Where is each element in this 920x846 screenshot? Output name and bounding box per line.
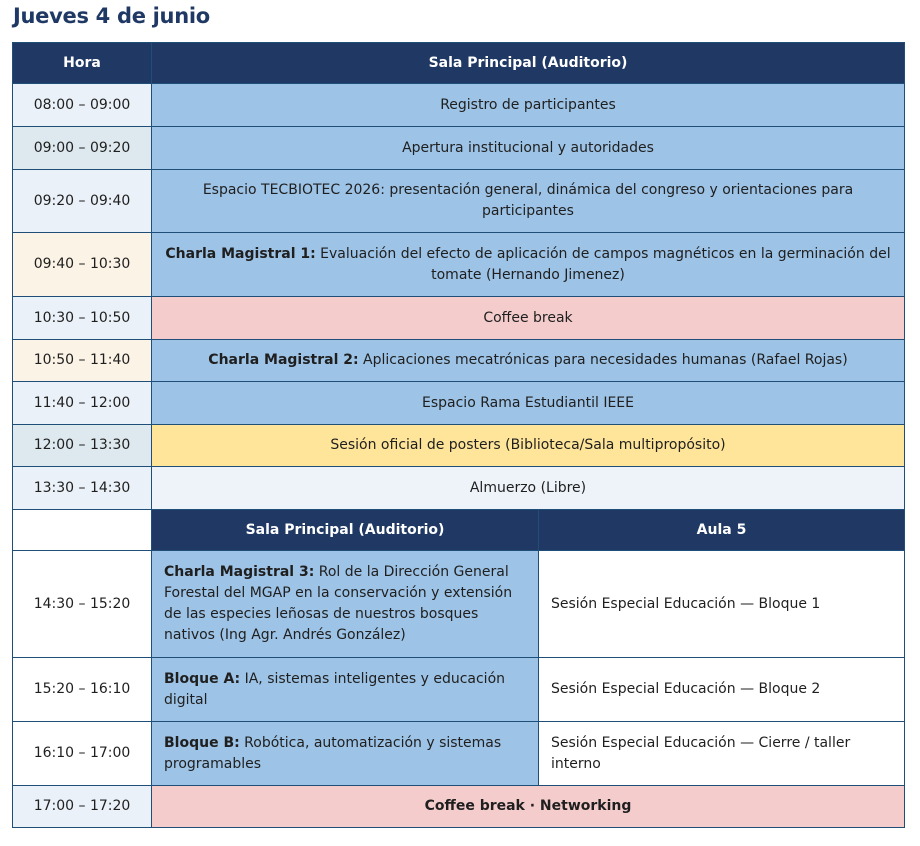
- event-text: Espacio Rama Estudiantil IEEE: [422, 394, 634, 411]
- event-text: IA, sistemas inteligentes y educación digital: [164, 670, 506, 708]
- event-text: Espacio TECBIOTEC 2026: presentación general, dinámica del congreso y orientaciones para participantes: [202, 182, 854, 219]
- sala-cell: [152, 551, 539, 658]
- time-cell: 10:50 – 11:40: [13, 340, 152, 382]
- time-cell: 12:00 – 13:30: [13, 425, 152, 467]
- aula-cell: Sesión Especial Educación — Cierre / taller interno: [539, 722, 905, 786]
- event-cell: Coffee break · Networking: [152, 786, 905, 828]
- schedule-table: [12, 42, 905, 828]
- event-text: Sesión oficial de posters (Biblioteca/Sala multipropósito): [330, 437, 726, 453]
- table-row: [13, 382, 905, 425]
- column-header-hora: Hora: [13, 43, 152, 84]
- table-row: [13, 722, 905, 786]
- time-cell: 09:40 – 10:30: [13, 233, 152, 297]
- event-cell: [152, 340, 905, 382]
- column-header-sala-2: Sala Principal (Auditorio): [152, 510, 539, 551]
- time-cell: 11:40 – 12:00: [13, 382, 152, 425]
- event-bold: Charla Magistral 1:: [165, 245, 316, 262]
- table-row: [13, 551, 905, 658]
- event-text: Coffee break: [483, 309, 573, 326]
- table-row: [13, 84, 905, 127]
- sala-cell: [152, 722, 539, 786]
- table-row: [13, 467, 905, 510]
- table-row: [13, 170, 905, 233]
- aula-cell: Sesión Especial Educación — Bloque 2: [539, 658, 905, 722]
- aula-cell: Sesión Especial Educación — Bloque 1: [539, 551, 905, 658]
- table-row: [13, 340, 905, 382]
- column-header-sala: Sala Principal (Auditorio): [152, 43, 905, 84]
- time-cell: 16:10 – 17:00: [13, 722, 152, 786]
- table-row: [13, 297, 905, 340]
- sala-cell: [152, 658, 539, 722]
- table-header-row: [13, 43, 905, 84]
- time-cell: 08:00 – 09:00: [13, 84, 152, 127]
- event-text: Rol de la Dirección General Forestal del MGAP en la conservación y extensión de las especies leñosas de nuestros bosques nativos (Ing Agr. Andrés González): [164, 564, 513, 643]
- event-cell: [152, 84, 905, 127]
- time-cell: 09:20 – 09:40: [13, 170, 152, 233]
- event-bold: Charla Magistral 2:: [208, 352, 359, 368]
- time-cell: 14:30 – 15:20: [13, 551, 152, 658]
- event-cell: [152, 425, 905, 467]
- event-text: Registro de participantes: [440, 96, 616, 113]
- event-text: Almuerzo (Libre): [469, 479, 587, 496]
- event-bold: Bloque A:: [164, 670, 241, 687]
- event-bold: Bloque B:: [164, 734, 240, 751]
- table-row: [13, 658, 905, 722]
- blank-cell: [13, 510, 152, 551]
- event-cell: [152, 297, 905, 340]
- event-cell: [152, 127, 905, 170]
- event-text: Robótica, automatización y sistemas programables: [164, 734, 502, 772]
- event-cell: [152, 170, 905, 233]
- table-row: [13, 786, 905, 828]
- event-bold: Charla Magistral 3:: [164, 564, 315, 580]
- table-row: [13, 425, 905, 467]
- event-cell: [152, 233, 905, 297]
- table-row: [13, 127, 905, 170]
- column-header-aula: Aula 5: [539, 510, 905, 551]
- event-cell: [152, 382, 905, 425]
- time-cell: 13:30 – 14:30: [13, 467, 152, 510]
- event-text: Apertura institucional y autoridades: [402, 139, 654, 156]
- table-subheader-row: [13, 510, 905, 551]
- time-cell: 10:30 – 10:50: [13, 297, 152, 340]
- event-cell: [152, 467, 905, 510]
- time-cell: 15:20 – 16:10: [13, 658, 152, 722]
- table-row: [13, 233, 905, 297]
- time-cell: 09:00 – 09:20: [13, 127, 152, 170]
- time-cell: 17:00 – 17:20: [13, 786, 152, 828]
- event-text: Evaluación del efecto de aplicación de campos magnéticos en la germinación del tomate (Hernando Jimenez): [315, 245, 891, 283]
- page-title: Jueves 4 de junio: [13, 4, 210, 28]
- event-text: Aplicaciones mecatrónicas para necesidades humanas (Rafael Rojas): [358, 352, 848, 368]
